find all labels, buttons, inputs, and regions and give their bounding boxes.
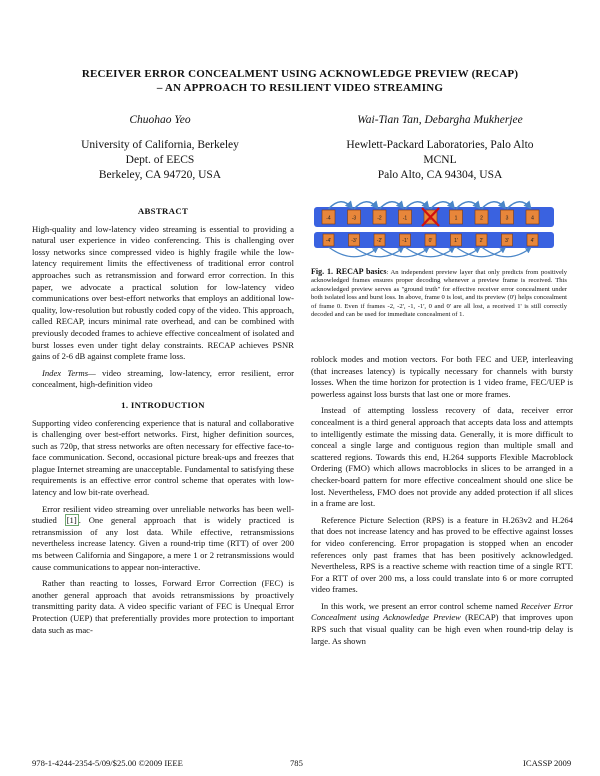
abstract-text: High-quality and low-latency video streaming is essential to providing a natural user experience in video conferencing. This is challenging over lossy networks since compressed video is highly fragile while the low-latency requirement limits the effectiveness of traditional error control approaches such as retransmission and forward error correction. In this paper, we advocate a practical solution for low-latency video communications over best-effort networks that employs an additional low-quality, low-resolution but robustly coded copy of the video. This approach, called RECAP, incurs minimal rate overhead, and can be combined with previously decoded frames to achieve effective concealment of isolated and burst losses even under tight delay constraints. RECAP achieves PSNR gains of 2-6 dB against complete frame loss. [32, 223, 294, 362]
citation-link[interactable]: [1] [66, 515, 77, 526]
frame-label: 2 [480, 215, 483, 222]
affil-line: Hewlett-Packard Laboratories, Palo Alto [346, 139, 534, 151]
author-right-name: Wai-Tian Tan, Debargha Mukherjee [357, 114, 523, 126]
frame-label: 3 [505, 215, 509, 222]
preview-frame-label: 1' [454, 238, 458, 244]
preview-frame-label: -3' [351, 238, 357, 244]
intro-paragraph-3: Rather than reacting to losses, Forward Error Correction (FEC) is another general approach that avoids retransmissions by proactively transmitting parity data. A video specific variant of FEC is Unequal Error Protection (UEP) that preferentially provides more protection to important data such as mac- [32, 578, 294, 635]
frame-label: -1 [402, 215, 408, 222]
abstract-heading: ABSTRACT [137, 206, 189, 216]
author-right-affiliation [320, 138, 560, 183]
intro-p2-text: Error resilient video streaming over unreliable networks has been well-studied [32, 503, 294, 526]
index-terms [32, 368, 294, 391]
right-paragraph-4 [311, 601, 573, 647]
affil-line: University of California, Berkeley [81, 139, 239, 151]
affil-line: Dept. of EECS [125, 154, 195, 166]
frame-label: 1 [454, 215, 458, 222]
intro-paragraph-1: Supporting video conferencing experience that is natural and collaborative is challenging over best-effort networks. First, higher definition sources, such as 720p, that stress networks are often necessary for effective face-to-face communication. Second, occasional picture break-ups and freezes that plague Internet streaming are unacceptable. Fundamental to satisfying these requirements is an effective error control scheme that operates with low-latency and low bit-rate overhead. [32, 417, 294, 498]
preview-frame-label: -1' [402, 238, 408, 244]
preview-prediction-arrow [482, 247, 531, 257]
affil-line: MCNL [423, 154, 457, 166]
figure-label: Fig. 1 [311, 267, 332, 276]
left-column [32, 206, 294, 641]
index-terms-text: video streaming, low-latency, error resilient, error concealment, high-definition video [32, 367, 294, 390]
preview-frame-label: 2' [479, 238, 484, 244]
figure-1-caption: Fig. 1. RECAP basics: An independent preview layer that only predicts from positively acknowledged frames ensures proper decoding whenever a preview frame is received. This acknowledged preview serves as "ground truth" for effective receiver error concealment under both isolated loss and burst loss. In above, frame 0 is lost, and its preview (0') helps concealment of frame 0. Even if frames -2, -2', -1, -1', 0 and 0' are all lost, a received 1' is still correctly decoded and can be used for immediate concealment of 1. [311, 267, 568, 319]
index-terms-label: Index Terms— [42, 367, 96, 378]
intro-paragraph-2 [32, 504, 294, 574]
right-paragraph-3: Reference Picture Selection (RPS) is a feature in H.263v2 and H.264 that does not increase latency and has proved to be effective against losses for video conferencing. Error propagation is stopped when an encoder references only past frames that has been positively acknowledged. Nevertheless, RPS is a reactive scheme with reaction time of a single RTT. For a RTT of over 200 ms, a loss could translate into 6 or more corrupted video frames. [311, 514, 573, 595]
preview-frame-label: 4' [530, 238, 535, 244]
method-name: Receiver Error Concealment using Acknowledge Preview [311, 600, 573, 623]
right-paragraph-2: Instead of attempting lossless recovery of data, receiver error concealment is a third general approach that accepts data loss and attempts to intelligently estimate the missing data. Generally, it is more difficult to conceal a single large and contiguous region than multiple small and scattered regions. Towards this end, H.264 supports Flexible Macroblock Ordering (FMO) which allows macroblocks in slices to be arranged in a checker-board pattern for more effective concealment should one slice be lost. Nevertheless, FMO does not provide any added protection if all slices in a frame are lost. [311, 405, 573, 509]
figure-1 [306, 198, 568, 264]
footer-isbn: 978-1-4244-2354-5/09/$25.00 ©2009 IEEE [32, 758, 183, 768]
preview-frame-label: 3' [505, 238, 509, 244]
caption-text: : An independent preview layer that only predicts from positively acknowledged frames ensures proper decoding whenever a preview frame is received. This acknowledged preview serves as "ground truth" for effective receiver error concealment under both isolated loss and burst loss. In above, frame 0 is lost, and its preview (0') helps concealment of frame 0. Even if frames -2, -2', -1, -1', 0 and 0' are all lost, a received 1' is still correctly decoded and can be used for immediate concealment of 1. [311, 269, 568, 319]
preview-frame-label: -4' [325, 238, 332, 244]
intro-p2-text-cont: . One general approach that is widely practiced is retransmission of any lost data. While effective, retransmissions nevertheless increase latency. Given a round-trip time (RTT) of over 200 ms between California and Singapore, a mere 1 or 2 retransmissions would cause communications to appear non-interactive. [32, 515, 294, 572]
page-number: 785 [290, 758, 303, 768]
frame-label: -2 [377, 215, 382, 222]
right-p4-text: In this work, we present an error control scheme named [321, 600, 521, 611]
footer-venue: ICASSP 2009 [523, 758, 572, 768]
right-paragraph-1: roblock modes and motion vectors. For both FEC and UEP, interleaving (that increases latency) is typically necessary for channels with bursty losses. When the time horizon for protection is 1 video frame, FEC/UEP is powerless against loss bursts that last one or more frames. [311, 354, 573, 399]
right-p4-text-cont: (RECAP) that improves upon RPS such that visual quality can be high even when round-trip delay is large. As shown [311, 612, 573, 646]
frame-label: -3 [351, 215, 357, 222]
author-left-name: Chuohao Yeo [129, 114, 191, 126]
title-line-1: RECEIVER ERROR CONCEALMENT USING ACKNOWLEDGE PREVIEW (RECAP) [81, 68, 519, 80]
title-line-2: – AN APPROACH TO RESILIENT VIDEO STREAMING [156, 82, 444, 94]
paper-title [40, 67, 560, 95]
preview-frame-label: 0' [428, 238, 433, 244]
preview-frame-label: -2' [376, 238, 383, 244]
frame-label: -4 [326, 215, 331, 222]
frame-label: 4 [531, 215, 534, 222]
figure-1-diagram [306, 198, 568, 264]
caption-bold: RECAP basics [335, 267, 387, 276]
author-left-affiliation [50, 138, 270, 183]
right-column [311, 354, 573, 652]
affil-line: Palo Alto, CA 94304, USA [377, 169, 503, 181]
affil-line: Berkeley, CA 94720, USA [98, 169, 222, 181]
intro-heading: 1. INTRODUCTION [121, 399, 205, 410]
